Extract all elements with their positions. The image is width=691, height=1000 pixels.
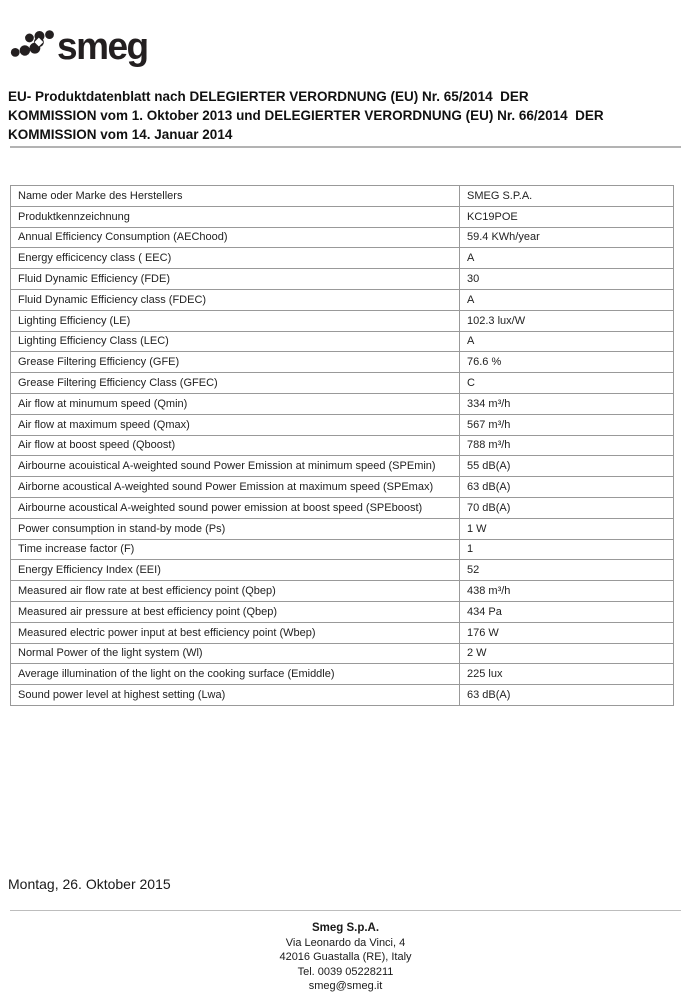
table-row bbox=[11, 248, 674, 269]
spec-value: A bbox=[460, 331, 674, 352]
spec-label: Grease Filtering Efficiency Class (GFEC) bbox=[11, 373, 460, 394]
spec-value: 334 m³/h bbox=[460, 393, 674, 414]
spec-label: Energy Efficiency Index (EEI) bbox=[11, 560, 460, 581]
spec-label: Air flow at maximum speed (Qmax) bbox=[11, 414, 460, 435]
smeg-dots-icon bbox=[10, 29, 56, 59]
spec-value: 55 dB(A) bbox=[460, 456, 674, 477]
table-row bbox=[11, 518, 674, 539]
footer-address-line: 42016 Guastalla (RE), Italy bbox=[279, 951, 412, 964]
table-row bbox=[11, 601, 674, 622]
spec-label: Time increase factor (F) bbox=[11, 539, 460, 560]
table-row bbox=[11, 414, 674, 435]
spec-label: Grease Filtering Efficiency (GFE) bbox=[11, 352, 460, 373]
spec-label: Air flow at minumum speed (Qmin) bbox=[11, 393, 460, 414]
spec-label: Lighting Efficiency Class (LEC) bbox=[11, 331, 460, 352]
table-row bbox=[11, 477, 674, 498]
footer-company: Smeg S.p.A. bbox=[311, 922, 380, 934]
table-row bbox=[11, 373, 674, 394]
spec-label: Airborne acoustical A-weighted sound Power Emission at maximum speed (SPEmax) bbox=[11, 477, 460, 498]
table-row bbox=[11, 664, 674, 685]
product-spec-table bbox=[10, 185, 674, 706]
spec-label: Measured air flow rate at best efficiency point (Qbep) bbox=[11, 581, 460, 602]
table-row bbox=[11, 352, 674, 373]
table-row bbox=[11, 581, 674, 602]
spec-value: A bbox=[460, 248, 674, 269]
spec-value: A bbox=[460, 289, 674, 310]
document-title bbox=[8, 87, 683, 144]
table-row bbox=[11, 289, 674, 310]
table-row bbox=[11, 435, 674, 456]
spec-label: Fluid Dynamic Efficiency class (FDEC) bbox=[11, 289, 460, 310]
spec-value: 2 W bbox=[460, 643, 674, 664]
title-line-1: EU- Produktdatenblatt nach DELEGIERTER VERORDNUNG (EU) Nr. 65/2014 DER bbox=[8, 89, 529, 104]
title-line-2: KOMMISSION vom 1. Oktober 2013 und DELEGIERTER VERORDNUNG (EU) Nr. 66/2014 DER bbox=[8, 108, 604, 123]
spec-value: 59.4 KWh/year bbox=[460, 227, 674, 248]
footer-address-line: Via Leonardo da Vinci, 4 bbox=[285, 936, 406, 949]
table-row bbox=[11, 310, 674, 331]
table-row bbox=[11, 560, 674, 581]
spec-value: 176 W bbox=[460, 622, 674, 643]
spec-value: 434 Pa bbox=[460, 601, 674, 622]
table-row bbox=[11, 539, 674, 560]
heading-divider bbox=[10, 146, 681, 148]
table-row bbox=[11, 331, 674, 352]
spec-value: 788 m³/h bbox=[460, 435, 674, 456]
table-row bbox=[11, 456, 674, 477]
table-row bbox=[11, 685, 674, 706]
footer-email: smeg@smeg.it bbox=[308, 980, 383, 993]
spec-value: 1 bbox=[460, 539, 674, 560]
smeg-logo bbox=[10, 13, 148, 68]
spec-value: 52 bbox=[460, 560, 674, 581]
spec-label: Energy efficicency class ( EEC) bbox=[11, 248, 460, 269]
document-date: Montag, 26. Oktober 2015 bbox=[8, 876, 171, 892]
spec-value: 63 dB(A) bbox=[460, 685, 674, 706]
spec-value: SMEG S.P.A. bbox=[460, 186, 674, 207]
spec-label: Name oder Marke des Herstellers bbox=[11, 186, 460, 207]
spec-value: C bbox=[460, 373, 674, 394]
spec-label: Annual Efficiency Consumption (AEChood) bbox=[11, 227, 460, 248]
spec-table-body bbox=[11, 186, 674, 706]
spec-value: 438 m³/h bbox=[460, 581, 674, 602]
table-row bbox=[11, 643, 674, 664]
table-row bbox=[11, 622, 674, 643]
smeg-wordmark: smeg bbox=[57, 25, 148, 68]
spec-label: Fluid Dynamic Efficiency (FDE) bbox=[11, 269, 460, 290]
spec-label: Measured electric power input at best efficiency point (Wbep) bbox=[11, 622, 460, 643]
table-row bbox=[11, 269, 674, 290]
spec-label: Normal Power of the light system (Wl) bbox=[11, 643, 460, 664]
spec-label: Airbourne acoustical A-weighted sound power emission at boost speed (SPEboost) bbox=[11, 497, 460, 518]
table-row bbox=[11, 393, 674, 414]
spec-label: Power consumption in stand-by mode (Ps) bbox=[11, 518, 460, 539]
spec-label: Lighting Efficiency (LE) bbox=[11, 310, 460, 331]
spec-value: 225 lux bbox=[460, 664, 674, 685]
footer-divider bbox=[10, 910, 681, 911]
spec-label: Sound power level at highest setting (Lwa) bbox=[11, 685, 460, 706]
spec-label: Measured air pressure at best efficiency point (Qbep) bbox=[11, 601, 460, 622]
title-line-3: KOMMISSION vom 14. Januar 2014 bbox=[8, 127, 233, 142]
spec-label: Average illumination of the light on the cooking surface (Emiddle) bbox=[11, 664, 460, 685]
footer-phone: Tel. 0039 05228211 bbox=[297, 965, 394, 978]
spec-value: 102.3 lux/W bbox=[460, 310, 674, 331]
spec-label: Produktkennzeichnung bbox=[11, 206, 460, 227]
spec-value: 76.6 % bbox=[460, 352, 674, 373]
spec-value: 30 bbox=[460, 269, 674, 290]
spec-value: 567 m³/h bbox=[460, 414, 674, 435]
spec-value: 1 W bbox=[460, 518, 674, 539]
table-row bbox=[11, 206, 674, 227]
spec-value: 63 dB(A) bbox=[460, 477, 674, 498]
spec-label: Air flow at boost speed (Qboost) bbox=[11, 435, 460, 456]
table-row bbox=[11, 497, 674, 518]
spec-label: Airbourne acouistical A-weighted sound Power Emission at minimum speed (SPEmin) bbox=[11, 456, 460, 477]
table-row bbox=[11, 186, 674, 207]
spec-value: 70 dB(A) bbox=[460, 497, 674, 518]
table-row bbox=[11, 227, 674, 248]
footer bbox=[0, 921, 691, 994]
spec-value: KC19POE bbox=[460, 206, 674, 227]
